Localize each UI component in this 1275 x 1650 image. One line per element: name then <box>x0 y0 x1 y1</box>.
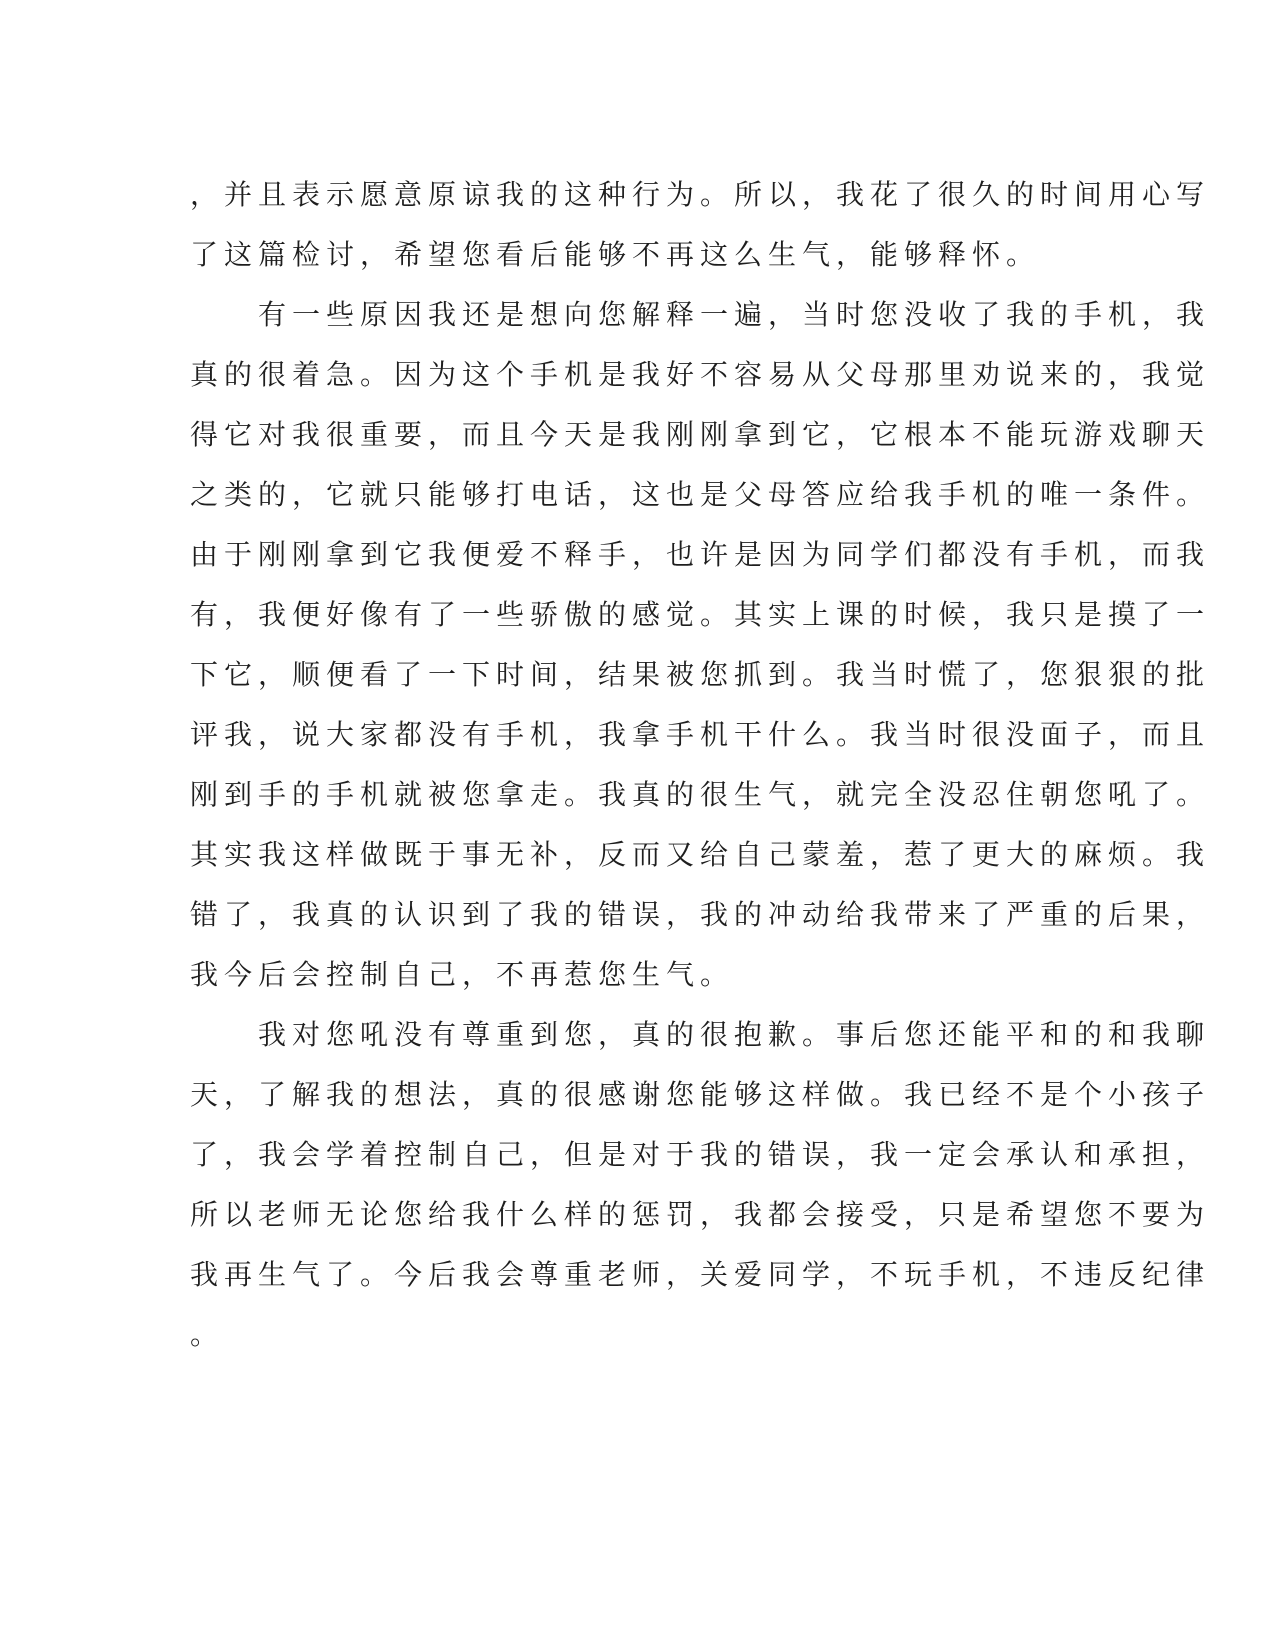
text-line: 刚到手的手机就被您拿走。我真的很生气，就完全没忍住朝您吼了。 <box>190 778 1211 811</box>
text-line: 其实我这样做既于事无补，反而又给自己蒙羞，惹了更大的麻烦。我 <box>190 838 1211 871</box>
text-line: 评我，说大家都没有手机，我拿手机干什么。我当时很没面子，而且 <box>190 718 1211 751</box>
text-line: 了这篇检讨，希望您看后能够不再这么生气，能够释怀。 <box>190 238 1041 271</box>
text-line: 我再生气了。今后我会尊重老师，关爱同学，不玩手机，不违反纪律 <box>190 1258 1211 1291</box>
text-line: 了，我会学着控制自己，但是对于我的错误，我一定会承认和承担， <box>190 1138 1211 1171</box>
text-line: 下它，顺便看了一下时间，结果被您抓到。我当时慌了，您狠狠的批 <box>190 658 1211 691</box>
text-line: ，并且表示愿意原谅我的这种行为。所以，我花了很久的时间用心写 <box>190 178 1211 211</box>
text-line: 我今后会控制自己，不再惹您生气。 <box>190 958 735 991</box>
text-line: 我对您吼没有尊重到您，真的很抱歉。事后您还能平和的和我聊 <box>190 1018 1211 1051</box>
text-line: 所以老师无论您给我什么样的惩罚，我都会接受，只是希望您不要为 <box>190 1198 1211 1231</box>
text-line: 得它对我很重要，而且今天是我刚刚拿到它，它根本不能玩游戏聊天 <box>190 418 1211 451</box>
text-line: 由于刚刚拿到它我便爱不释手，也许是因为同学们都没有手机，而我 <box>190 538 1211 571</box>
text-line: 有，我便好像有了一些骄傲的感觉。其实上课的时候，我只是摸了一 <box>190 598 1211 631</box>
text-line: 。 <box>190 1318 225 1351</box>
text-line: 真的很着急。因为这个手机是我好不容易从父母那里劝说来的，我觉 <box>190 358 1211 391</box>
text-line: 有一些原因我还是想向您解释一遍，当时您没收了我的手机，我 <box>190 298 1211 331</box>
document-body <box>190 165 1211 1365</box>
text-line: 错了，我真的认识到了我的错误，我的冲动给我带来了严重的后果， <box>190 898 1211 931</box>
text-line: 之类的，它就只能够打电话，这也是父母答应给我手机的唯一条件。 <box>190 478 1211 511</box>
text-line: 天，了解我的想法，真的很感谢您能够这样做。我已经不是个小孩子 <box>190 1078 1211 1111</box>
